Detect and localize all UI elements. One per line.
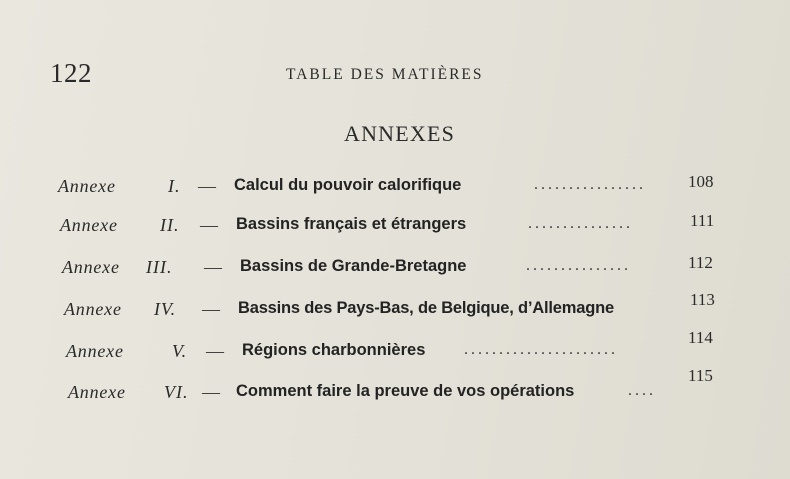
annex-page-number: 112 [688,253,713,272]
toc-entry [66,328,746,371]
annex-label: Annexe [68,382,126,402]
section-title: ANNEXES [344,121,456,146]
annex-page-number: 108 [688,172,714,191]
dot-leader: .... [628,382,656,399]
toc-entry [58,172,738,206]
annex-dash: — [202,382,220,402]
annex-dash: — [202,299,220,319]
annex-numeral: VI. [164,382,189,402]
annex-numeral: IV. [154,299,177,319]
annex-title: Calcul du pouvoir calorifique [234,176,462,194]
dot-leader: ............... [526,257,631,274]
page-number: 122 [50,58,92,88]
annex-numeral: III. [146,257,173,277]
annex-title: Bassins de Grande-Bretagne [240,257,467,275]
annex-numeral: V. [172,341,188,361]
annex-dash: — [198,176,216,196]
annex-label: Annexe [62,257,120,277]
dot-leader: ............... [528,215,633,232]
annex-dash: — [200,215,218,235]
annex-dash: — [206,341,224,361]
annex-page-number: 115 [688,366,713,385]
toc-entry [64,290,744,329]
annex-page-number: 113 [690,290,715,309]
annex-numeral: II. [160,215,180,235]
dot-leader: ...................... [464,341,618,358]
annex-numeral: I. [168,176,181,196]
annex-title: Comment faire la preuve de vos opérations [236,382,575,400]
toc-entry [62,253,742,287]
dot-leader: ................ [534,176,646,193]
annex-page-number: 111 [690,211,715,230]
annex-title: Bassins français et étrangers [236,215,467,233]
toc-entry [68,366,748,412]
annex-page-number: 114 [688,328,713,347]
annex-label: Annexe [60,215,118,235]
annex-title: Régions charbonnières [242,341,426,359]
annex-label: Annexe [58,176,116,196]
toc-entry [60,211,740,245]
running-head: TABLE DES MATIÈRES [286,66,484,83]
annex-dash: — [204,257,222,277]
annex-title: Bassins des Pays-Bas, de Belgique, d’Allemagne [238,299,614,317]
annex-label: Annexe [66,341,124,361]
annex-label: Annexe [64,299,122,319]
